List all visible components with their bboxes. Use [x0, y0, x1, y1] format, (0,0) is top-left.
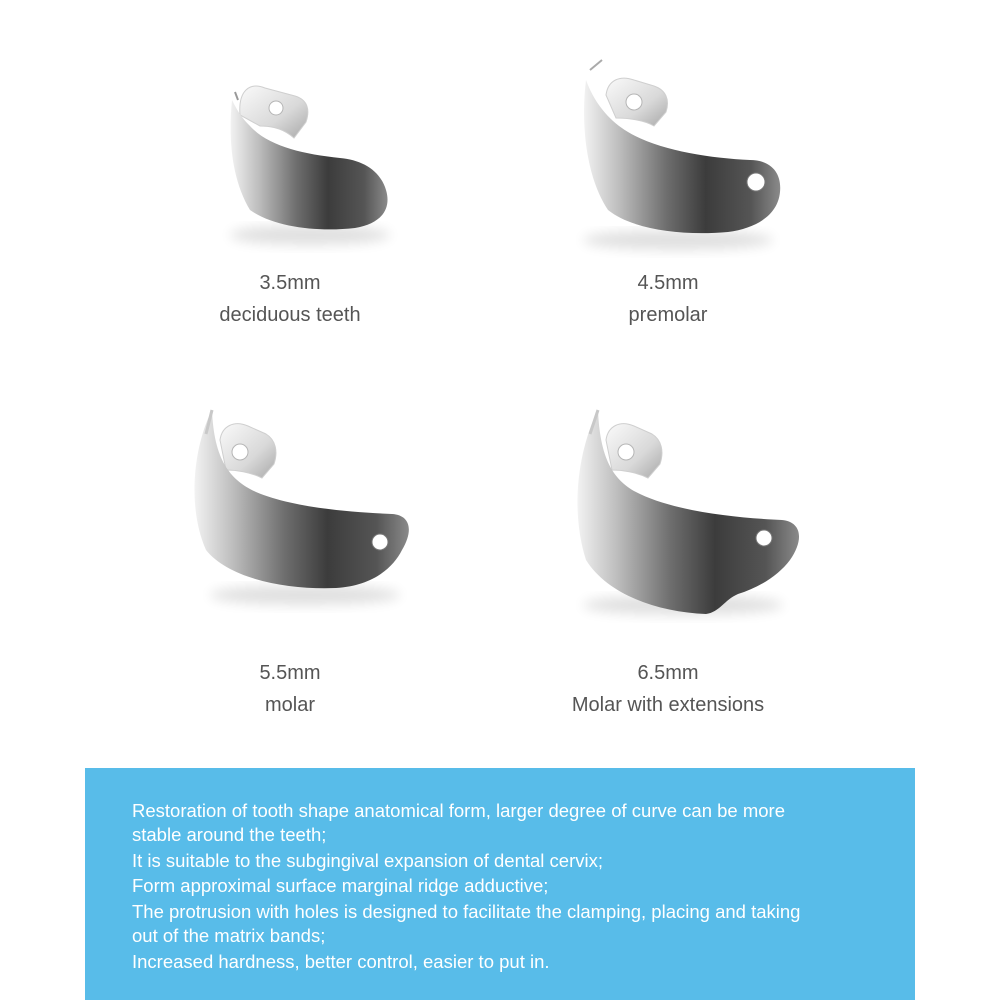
- features-panel: [85, 768, 915, 1000]
- product-card-3-5mm: [80, 60, 500, 390]
- product-size: 5.5mm: [259, 662, 321, 684]
- product-use: Molar with extensions: [571, 694, 765, 716]
- product-use: molar: [264, 694, 315, 716]
- product-card-4-5mm: [458, 40, 878, 370]
- matrix-band-image: [80, 60, 500, 270]
- product-card-5-5mm: [80, 390, 500, 720]
- feature-line: It is suitable to the subgingival expansion of dental cervix;: [132, 850, 604, 871]
- product-size: 4.5mm: [637, 272, 699, 294]
- matrix-band-image: [80, 390, 500, 620]
- product-size: 6.5mm: [637, 662, 699, 684]
- matrix-band-image: [458, 390, 878, 630]
- feature-line: out of the matrix bands;: [132, 925, 326, 946]
- feature-line: Restoration of tooth shape anatomical form, larger degree of curve can be more: [132, 800, 785, 821]
- product-use: premolar: [628, 304, 708, 326]
- product-card-6-5mm: [458, 390, 878, 720]
- product-caption: [80, 267, 500, 331]
- product-use: deciduous teeth: [219, 304, 361, 326]
- feature-line: stable around the teeth;: [132, 824, 327, 845]
- matrix-band-image: [458, 40, 878, 270]
- feature-line: The protrusion with holes is designed to facilitate the clamping, placing and taking: [132, 901, 801, 922]
- product-caption: [458, 267, 878, 331]
- feature-line: Form approximal surface marginal ridge adductive;: [132, 875, 549, 896]
- product-size: 3.5mm: [259, 272, 321, 294]
- product-caption: [80, 657, 500, 721]
- feature-line: Increased hardness, better control, easier to put in.: [132, 951, 550, 972]
- product-caption: [458, 657, 878, 721]
